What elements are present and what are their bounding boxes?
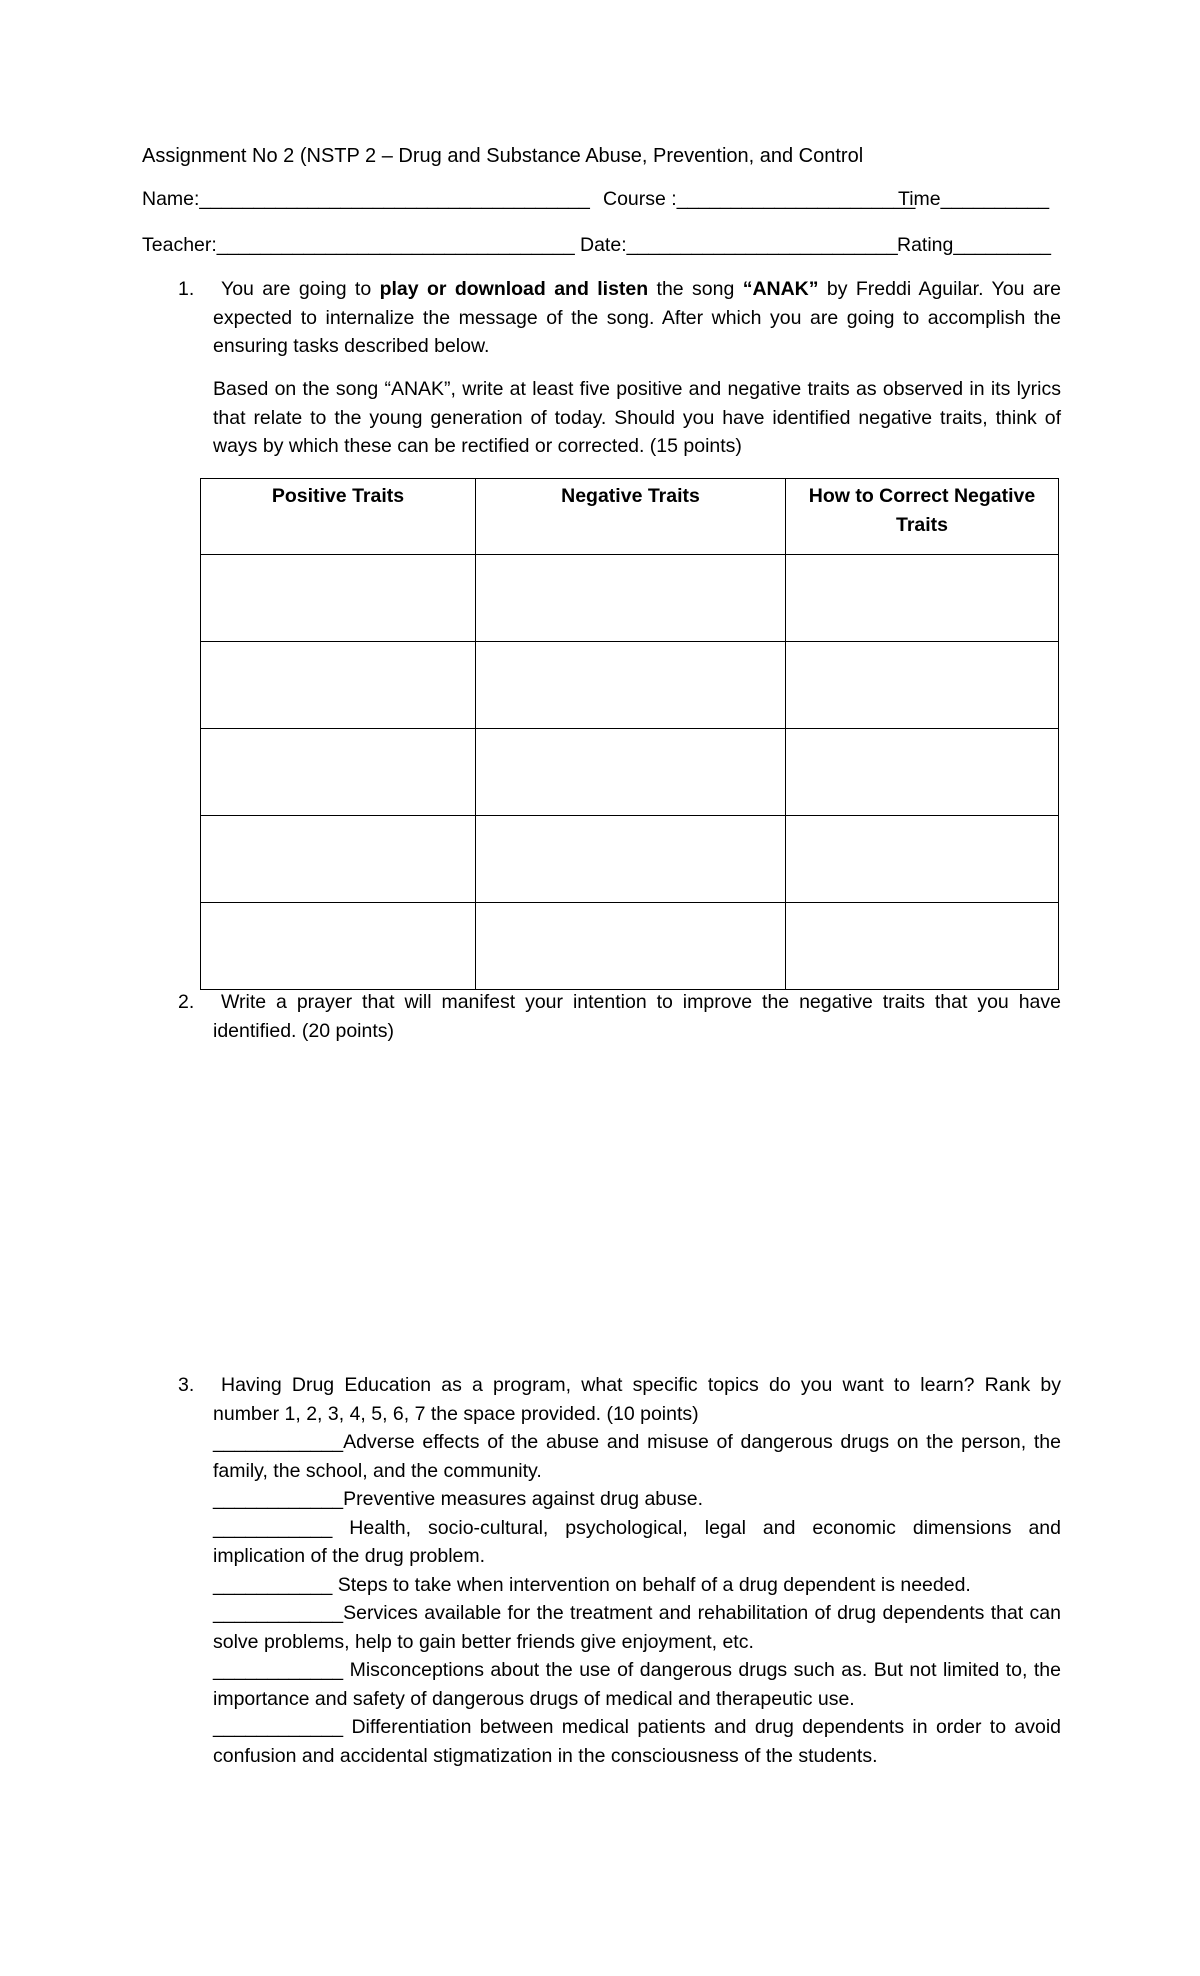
name-field[interactable]: Name:____________________________________ [142, 188, 590, 210]
course-field[interactable]: Course :______________________ [603, 188, 916, 210]
list-item: ___________ Health, socio-cultural, psychological, legal and economic dimensions and implication of the drug problem. [213, 1516, 1061, 1567]
assignment-heading: Assignment No 2 (NSTP 2 – Drug and Substance Abuse, Prevention, and Control [142, 145, 864, 167]
q1-intro: You are going to play or download and listen the song “ANAK” by Freddi Aguilar. You are expected to internalize the message of the song. After which you are going to accomplish the ensuring tasks described below. [213, 278, 1061, 357]
table-cell[interactable] [476, 816, 786, 903]
list-item: ____________ Differentiation between medical patients and drug dependents in order to avoid confusion and accidental stigmatization in the consciousness of the students. [213, 1716, 1061, 1767]
table-cell[interactable] [786, 729, 1059, 816]
list-item: ____________Preventive measures against drug abuse. [213, 1488, 704, 1510]
header-positive-traits: Positive Traits [201, 479, 476, 555]
table-row [201, 903, 1059, 990]
list-item: ____________Adverse effects of the abuse and misuse of dangerous drugs on the person, the family, the school, and the community. [213, 1431, 1061, 1482]
table-cell[interactable] [786, 642, 1059, 729]
table-cell[interactable] [201, 729, 476, 816]
date-field[interactable]: Date:_________________________ [580, 234, 898, 256]
table-cell[interactable] [786, 816, 1059, 903]
table-row [201, 816, 1059, 903]
table-cell[interactable] [201, 903, 476, 990]
time-field[interactable]: Time__________ [898, 188, 1050, 210]
table-header-row [201, 479, 1059, 555]
rating-field[interactable]: Rating_________ [897, 234, 1051, 256]
q1-instructions: Based on the song “ANAK”, write at least five positive and negative traits as observed in its lyrics that relate to the young generation of today. Should you have identified negative traits, think of ways by which these can be rectified or corrected. (15 points) [213, 378, 1061, 457]
q2-text: Write a prayer that will manifest your intention to improve the negative traits that you have identified. (20 points) [213, 991, 1061, 1042]
table-cell[interactable] [201, 555, 476, 642]
table-row [201, 555, 1059, 642]
teacher-field[interactable]: Teacher:_________________________________ [142, 234, 575, 256]
table-cell[interactable] [476, 903, 786, 990]
table-cell[interactable] [476, 729, 786, 816]
list-item: ____________ Misconceptions about the use of dangerous drugs such as. But not limited to, the importance and safety of dangerous drugs of medical and therapeutic use. [213, 1659, 1061, 1710]
traits-table [200, 478, 1059, 990]
rank-list [213, 1428, 1061, 1770]
table-cell[interactable] [476, 555, 786, 642]
q2-number: 2. [178, 991, 195, 1013]
q1-number: 1. [178, 278, 195, 300]
table-cell[interactable] [786, 903, 1059, 990]
table-cell[interactable] [201, 816, 476, 903]
q3-number: 3. [178, 1374, 195, 1396]
header-negative-traits: Negative Traits [476, 479, 786, 555]
table-cell[interactable] [786, 555, 1059, 642]
header-how-to-correct: How to Correct Negative Traits [786, 479, 1059, 555]
table-row [201, 642, 1059, 729]
table-cell[interactable] [201, 642, 476, 729]
list-item: ___________ Steps to take when intervention on behalf of a drug dependent is needed. [213, 1573, 971, 1596]
table-cell[interactable] [476, 642, 786, 729]
table-row [201, 729, 1059, 816]
list-item: ____________Services available for the treatment and rehabilitation of drug dependents that can solve problems, help to gain better friends give enjoyment, etc. [213, 1602, 1061, 1653]
q3-text: Having Drug Education as a program, what specific topics do you want to learn? Rank by number 1, 2, 3, 4, 5, 6, 7 the space provided. (10 points) [213, 1374, 1061, 1425]
